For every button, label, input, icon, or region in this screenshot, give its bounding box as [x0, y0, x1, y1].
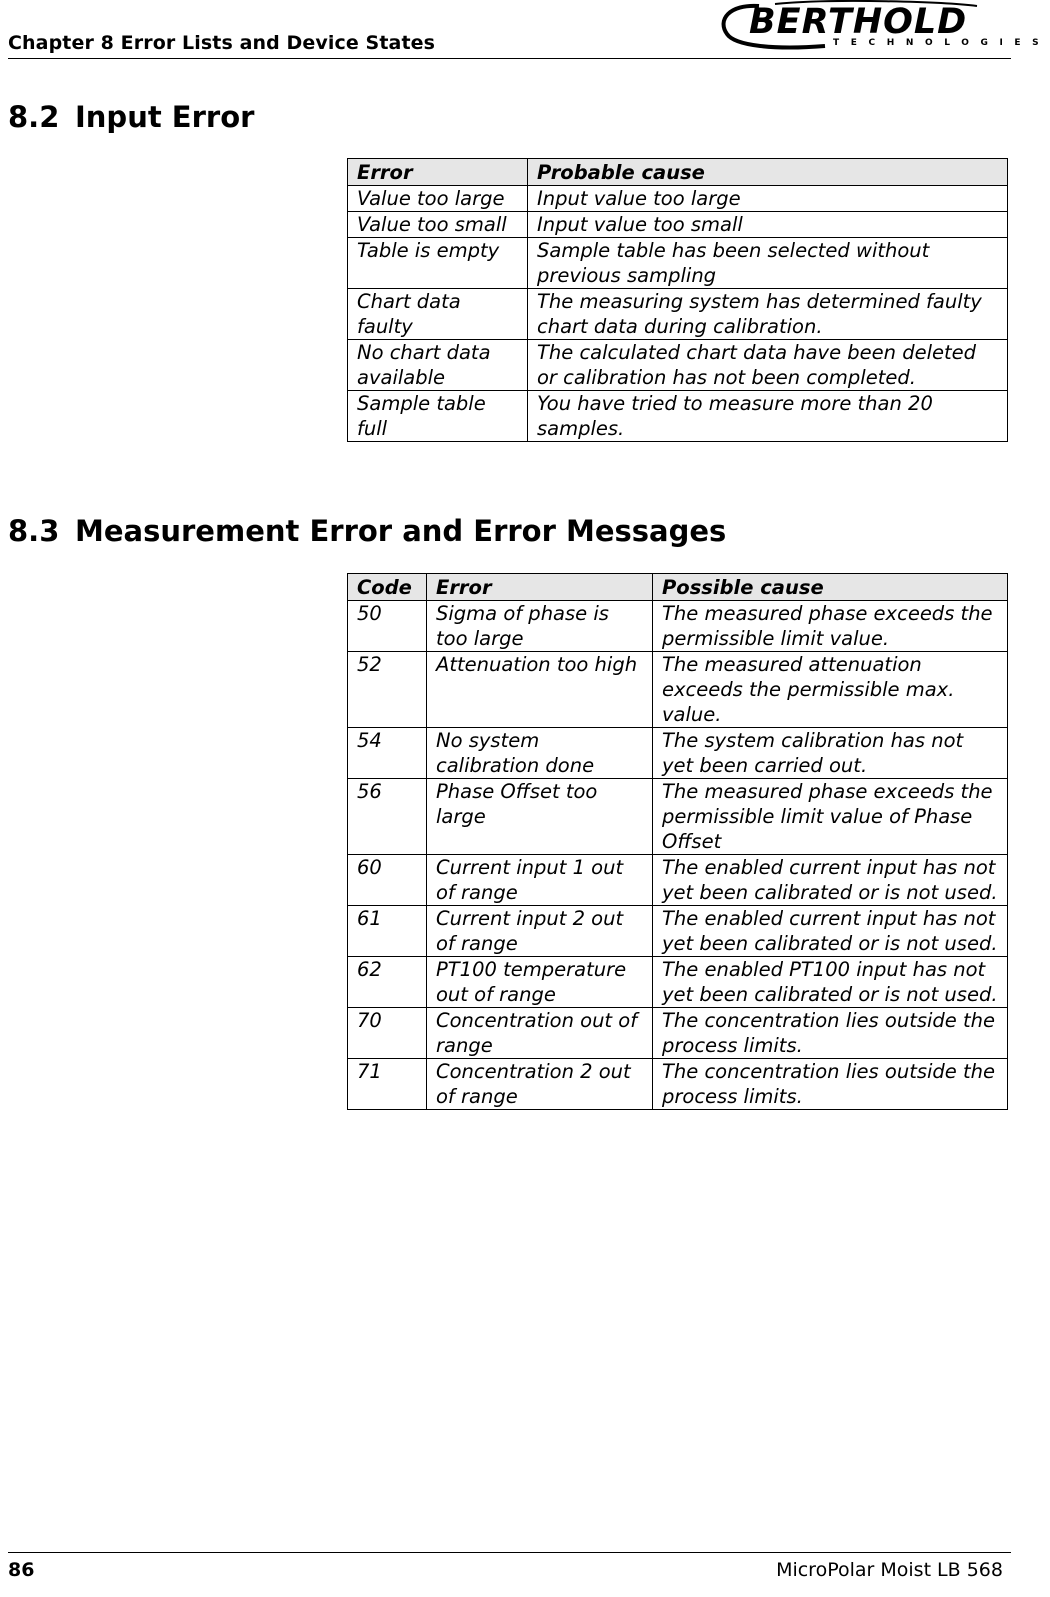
table-row — [348, 1059, 1008, 1110]
table-row — [348, 340, 1008, 391]
section-number: 8.2 — [8, 100, 60, 134]
cause-cell: Sample table has been selected without previous sampling — [528, 238, 1008, 289]
product-name: MicroPolar Moist LB 568 — [776, 1559, 1003, 1581]
page-number: 86 — [8, 1559, 35, 1581]
input-error-table — [347, 158, 1008, 442]
table-row — [348, 652, 1008, 728]
error-cell: Concentration 2 out of range — [427, 1059, 653, 1110]
error-cell: PT100 temperature out of range — [427, 957, 653, 1008]
page-footer — [8, 1552, 1011, 1597]
table-row — [348, 855, 1008, 906]
error-cell: Value too large — [348, 186, 528, 212]
code-cell: 61 — [348, 906, 427, 957]
cause-cell: Input value too small — [528, 212, 1008, 238]
cause-cell: The concentration lies outside the process limits. — [653, 1008, 1008, 1059]
berthold-logo — [715, 0, 1050, 56]
table-row — [348, 186, 1008, 212]
cause-cell: The measured phase exceeds the permissible limit value of Phase Offset — [653, 779, 1008, 855]
table-header-row — [348, 159, 1008, 186]
table-row — [348, 289, 1008, 340]
cause-cell: The calculated chart data have been deleted or calibration has not been completed. — [528, 340, 1008, 391]
table-row — [348, 728, 1008, 779]
cause-cell: The system calibration has not yet been carried out. — [653, 728, 1008, 779]
cause-cell: The enabled current input has not yet been calibrated or is not used. — [653, 855, 1008, 906]
code-cell: 54 — [348, 728, 427, 779]
table-row — [348, 391, 1008, 442]
column-header: Error — [348, 159, 528, 186]
section-number: 8.3 — [8, 514, 60, 548]
error-cell: Sigma of phase is too large — [427, 601, 653, 652]
section-heading-measurement-error — [8, 514, 726, 548]
table-row — [348, 957, 1008, 1008]
code-cell: 70 — [348, 1008, 427, 1059]
code-cell: 56 — [348, 779, 427, 855]
error-cell: Chart data faulty — [348, 289, 528, 340]
section-heading-input-error — [8, 100, 254, 134]
table-row — [348, 779, 1008, 855]
code-cell: 52 — [348, 652, 427, 728]
cause-cell: The measured phase exceeds the permissible limit value. — [653, 601, 1008, 652]
cause-cell: The measured attenuation exceeds the permissible max. value. — [653, 652, 1008, 728]
error-cell: Sample table full — [348, 391, 528, 442]
section-title: Input Error — [75, 100, 255, 134]
cause-cell: You have tried to measure more than 20 samples. — [528, 391, 1008, 442]
error-cell: Current input 1 out of range — [427, 855, 653, 906]
column-header: Code — [348, 574, 427, 601]
cause-cell: The concentration lies outside the process limits. — [653, 1059, 1008, 1110]
table-row — [348, 601, 1008, 652]
code-cell: 62 — [348, 957, 427, 1008]
cause-cell: Input value too large — [528, 186, 1008, 212]
error-cell: No chart data available — [348, 340, 528, 391]
table-row — [348, 906, 1008, 957]
error-cell: Concentration out of range — [427, 1008, 653, 1059]
error-cell: Phase Offset too large — [427, 779, 653, 855]
column-header: Error — [427, 574, 653, 601]
code-cell: 60 — [348, 855, 427, 906]
table-row — [348, 238, 1008, 289]
error-cell: Value too small — [348, 212, 528, 238]
measurement-error-table — [347, 573, 1008, 1110]
page-header — [8, 0, 1050, 59]
chapter-title: Chapter 8 Error Lists and Device States — [8, 32, 436, 54]
column-header: Possible cause — [653, 574, 1008, 601]
code-cell: 71 — [348, 1059, 427, 1110]
table-row — [348, 212, 1008, 238]
column-header: Probable cause — [528, 159, 1008, 186]
error-cell: Attenuation too high — [427, 652, 653, 728]
cause-cell: The enabled current input has not yet been calibrated or is not used. — [653, 906, 1008, 957]
cause-cell: The enabled PT100 input has not yet been calibrated or is not used. — [653, 957, 1008, 1008]
error-cell: Current input 2 out of range — [427, 906, 653, 957]
cause-cell: The measuring system has determined faulty chart data during calibration. — [528, 289, 1008, 340]
table-row — [348, 1008, 1008, 1059]
logo-main-text: BERTHOLD — [749, 2, 968, 42]
logo-sub-text: TECHNOLOGIES — [833, 38, 1050, 48]
error-cell: No system calibration done — [427, 728, 653, 779]
table-header-row — [348, 574, 1008, 601]
section-title: Measurement Error and Error Messages — [75, 514, 727, 548]
error-cell: Table is empty — [348, 238, 528, 289]
code-cell: 50 — [348, 601, 427, 652]
